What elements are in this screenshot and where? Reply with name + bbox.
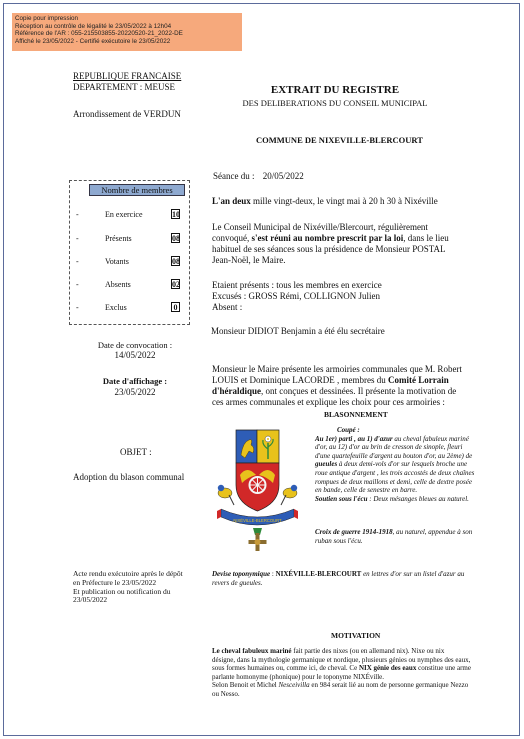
shield-icon	[236, 430, 279, 511]
intro-date-line: L'an deux mille vingt-deux, le vingt mai à 20 h 30 à Nixéville	[212, 196, 438, 206]
row-label: En exercice	[105, 210, 143, 219]
croix-de-guerre-icon	[249, 528, 267, 551]
blason-description: Coupé : Au 1er) parti , au 1) d'azur au cheval fabuleux mariné d'or, au 12) d'or au brin de cresson de sinople, fleuri d'une quartefeuille d'argent au bouton d'or, au 2ème) de gueules à deux demi-vols d'or sur lesquels broche une roue antique d'argent , les trois accostés de deux chaînes rompues de deux maillons et demi, celle de dextre posée en bande, celle de senestre en barre. Soutien sous l'écu : Deux mésanges bleues au naturel.	[315, 426, 475, 503]
devise-paragraph: Devise toponymique : NIXÉVILLE-BLERCOURT en lettres d'or sur un listel d'azur au revers de gueules.	[212, 570, 465, 587]
row-value: 02	[172, 280, 180, 289]
croix-description: Croix de guerre 1914-1918, au naturel, appendue à son ruban sous l'écu.	[315, 528, 473, 545]
blue-tit-bird-icon	[218, 485, 234, 505]
stamp-line: Affiché le 23/05/2022 - Certifié exécutoire le 23/05/2022	[15, 37, 171, 45]
objet-value: Adoption du blason communal	[73, 472, 185, 482]
motivation-title: MOTIVATION	[331, 631, 381, 640]
row-label: Exclus	[105, 303, 127, 312]
stamp-line: Copie pour impression	[15, 15, 78, 22]
commune-name: COMMUNE DE NIXEVILLE-BLERCOURT	[256, 135, 423, 145]
affichage-date: 23/05/2022	[114, 387, 156, 397]
republic-label: REPUBLIQUE FRANCAISE	[73, 71, 182, 81]
members-box	[69, 180, 190, 325]
row-label: Présents	[105, 234, 132, 243]
commune-coat-of-arms	[215, 425, 300, 553]
row-label: Absents	[105, 280, 131, 289]
prefecture-stamp	[12, 13, 242, 51]
arrondissement-label: Arrondissement de VERDUN	[73, 109, 181, 119]
members-title: Nombre de membres	[89, 184, 185, 196]
affichage-label: Date d'affichage :	[102, 376, 168, 386]
row-label: Votants	[105, 257, 129, 266]
excuses-line: Excusés : GROSS Rémi, COLLIGNON Julien	[212, 291, 380, 301]
convocation-label: Date de convocation :	[97, 340, 173, 350]
secretary-line: Monsieur DIDIOT Benjamin a été élu secrétaire	[211, 326, 385, 336]
seance-line	[213, 171, 304, 182]
intro-paragraph: Le Conseil Municipal de Nixéville/Blercourt, régulièrement convoqué, s'est réuni au nombre prescrit par la loi, dans le lieu habituel de ses séances sous la présidence de Monsieur POSTAL Jean-Noël, le Maire.	[212, 222, 449, 265]
blasonnement-title: BLASONNEMENT	[324, 410, 388, 419]
seance-date: 20/05/2022	[262, 171, 304, 181]
present-line: Etaient présents : tous les membres en exercice	[212, 280, 382, 290]
blue-tit-bird-icon	[281, 485, 297, 505]
row-value: 08	[172, 234, 180, 243]
absent-line: Absent :	[212, 302, 243, 312]
row-value: 0	[171, 302, 180, 312]
row-dash: -	[76, 303, 79, 312]
stamp-line: Référence de l'AR : 055-215503855-20220520-21_2022-DE	[15, 30, 183, 37]
row-dash: -	[76, 280, 79, 289]
stamp-line: Réception au contrôle de légalité le 23/05/2022 à 12h04	[15, 22, 172, 30]
row-dash: -	[76, 257, 79, 266]
row-dash: -	[76, 210, 79, 219]
document-title: EXTRAIT DU REGISTRE	[270, 84, 400, 96]
body-paragraph: Monsieur le Maire présente les armoiries communales que M. Robert LOUIS et Dominique LACORDE , membres du Comité Lorrain d'héraldique, ont conçues et dessinées. Il présente la motivation de ces armes communales et explique les choix pour ces armoiries :	[212, 364, 462, 407]
acte-executoire: Acte rendu exécutoire après le dépôt en Préfecture le 23/05/2022 Et publication ou notification du 23/05/2022	[73, 569, 183, 605]
motto-ribbon	[217, 509, 298, 525]
row-value: 08	[172, 257, 180, 266]
objet-label: OBJET :	[120, 447, 152, 457]
seance-label: Séance du :	[213, 171, 255, 181]
row-dash: -	[76, 234, 79, 243]
convocation-date: 14/05/2022	[114, 350, 156, 360]
attendance	[212, 280, 512, 313]
motivation-paragraph: Le cheval fabuleux mariné fait partie des nixes (ou en allemand nix). Nixe ou nix désigne, dans la mythologie germanique et nordique, plusieurs génies ou nymphes des eaux, sous formes humaines ou, comme ici, de cheval. Ce NIX génie des eaux constitue une arme parlante homonyme (phonique) pour le toponyme NIXÉville. Selon Benoit et Michel Nesceivilla en 984 serait lié au nom de personne germanique Nezzo ou Nesso.	[212, 647, 471, 698]
row-value: 10	[172, 210, 180, 219]
document-subtitle: DES DELIBERATIONS DU CONSEIL MUNICIPAL	[242, 98, 428, 108]
department-label: DEPARTEMENT : MEUSE	[73, 82, 175, 92]
ribbon-text: NIXÉVILLE-BLERCOURT	[233, 518, 282, 523]
